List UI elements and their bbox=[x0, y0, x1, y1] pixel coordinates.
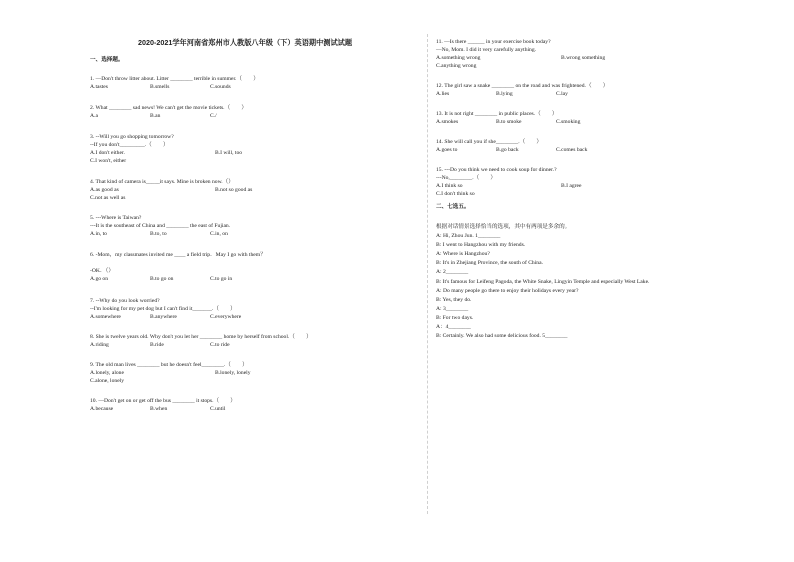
answer-option[interactable]: A.somewhere bbox=[90, 314, 121, 320]
right-column bbox=[436, 38, 766, 341]
option-row bbox=[436, 62, 766, 70]
option-row bbox=[436, 146, 766, 154]
dialogue-line: B: Certainly. We also had some delicious food. 5________ bbox=[436, 333, 568, 340]
question-text: 5. ---Where is Taiwan? bbox=[90, 215, 142, 221]
question-9 bbox=[90, 361, 420, 385]
answer-option[interactable]: A.I think so bbox=[436, 183, 463, 189]
option-row bbox=[90, 377, 420, 385]
answer-option[interactable]: B.I will, too bbox=[215, 150, 243, 156]
answer-option[interactable]: A.something wrong bbox=[436, 55, 481, 61]
question-text: --I'm looking for my pet dog but I can't find it_______.（ ） bbox=[90, 306, 236, 312]
answer-option[interactable]: A.in, to bbox=[90, 231, 107, 237]
option-row bbox=[90, 341, 420, 349]
answer-option[interactable]: A.smokes bbox=[436, 119, 459, 125]
answer-option[interactable]: B.lying bbox=[496, 91, 513, 97]
question-text: 13. It is not right ________ in public places.（ ） bbox=[436, 111, 558, 117]
question-text: 1. —Don't throw litter about. Litter ________ terrible in summer.（ ） bbox=[90, 76, 259, 82]
answer-option[interactable]: B.to smoke bbox=[496, 119, 522, 125]
option-row bbox=[90, 230, 420, 238]
question-text: ---No,________.（ ） bbox=[436, 175, 496, 181]
right-question-list bbox=[436, 38, 766, 198]
question-4 bbox=[436, 138, 766, 154]
answer-option[interactable]: A.because bbox=[90, 406, 114, 412]
answer-option[interactable]: A.riding bbox=[90, 342, 109, 348]
answer-option[interactable]: B.to, to bbox=[150, 231, 167, 237]
answer-option[interactable]: B.when bbox=[150, 406, 168, 412]
question-3 bbox=[90, 133, 420, 165]
answer-option[interactable]: C.smoking bbox=[556, 119, 581, 125]
answer-option[interactable]: C.comes back bbox=[556, 147, 588, 153]
option-row bbox=[90, 405, 420, 413]
question-text: 9. The old man lives ________ but he doesn't feel________.（ ） bbox=[90, 362, 248, 368]
answer-option[interactable]: B.ride bbox=[150, 342, 164, 348]
question-1 bbox=[90, 75, 420, 91]
page-fold-divider bbox=[427, 34, 428, 514]
dialogue-line: B: For two days. bbox=[436, 314, 474, 321]
dialogue-line: A：4________ bbox=[436, 324, 471, 331]
option-row bbox=[90, 149, 420, 157]
answer-option[interactable]: A.tastes bbox=[90, 84, 108, 90]
dialogue-line: A: Hi, Zhou Jun. 1________ bbox=[436, 233, 501, 240]
question-text bbox=[90, 259, 420, 267]
dialogue-line: A: 2________ bbox=[436, 269, 469, 276]
answer-option[interactable]: B.to go on bbox=[150, 276, 174, 282]
answer-option[interactable]: C.anything wrong bbox=[436, 63, 477, 69]
option-row bbox=[90, 186, 420, 194]
dialogue-line: B: It's famous for Leifeng Pagoda, the White Snake, Lingyin Temple and especially West Lake. bbox=[436, 278, 650, 285]
question-10 bbox=[90, 397, 420, 413]
dialogue-line: A: Where is Hangzhou? bbox=[436, 251, 490, 258]
option-row bbox=[90, 369, 420, 377]
section-heading-seven-five: 二、七选五。 bbox=[436, 204, 470, 210]
answer-option[interactable]: A.a bbox=[90, 113, 98, 119]
answer-option[interactable]: C.alone, lonely bbox=[90, 378, 125, 384]
question-text: ---It is the southeast of China and ________ the east of Fujian. bbox=[90, 223, 231, 229]
answer-option[interactable]: B.go back bbox=[496, 147, 519, 153]
question-text: --If you don't_________.（ ） bbox=[90, 142, 169, 148]
exam-title: 2020-2021学年河南省郑州市人教版八年级（下）英语期中测试试题 bbox=[137, 38, 353, 47]
answer-option[interactable]: C.to go in bbox=[210, 276, 233, 282]
answer-option[interactable]: C.until bbox=[210, 406, 226, 412]
dialogue-passage bbox=[436, 223, 766, 341]
question-8 bbox=[90, 333, 420, 349]
question-text: 7. --Why do you look worried? bbox=[90, 298, 160, 304]
dialogue-line: A: 3________ bbox=[436, 305, 469, 312]
answer-option[interactable]: B.not so good as bbox=[215, 187, 253, 193]
question-text: 3. --Will you go shopping tomorrow? bbox=[90, 134, 174, 140]
question-text: 10. —Don't get on or get off the bus ________ it stops.（ ） bbox=[90, 398, 236, 404]
option-row bbox=[90, 112, 420, 120]
dialogue-line: A: Do many people go there to enjoy their holidays every year? bbox=[436, 287, 579, 294]
dialogue-line: B: Yes, they do. bbox=[436, 296, 472, 303]
answer-option[interactable]: B.lonely, lonely bbox=[215, 370, 251, 376]
option-row bbox=[90, 157, 420, 165]
answer-option[interactable]: A.goes to bbox=[436, 147, 458, 153]
answer-option[interactable]: A.lies bbox=[436, 91, 450, 97]
option-row bbox=[436, 54, 766, 62]
dialogue-line: B: I went to Hangzhou with my friends. bbox=[436, 242, 526, 249]
answer-option[interactable]: B.anywhere bbox=[150, 314, 177, 320]
question-text: —No, Mom. I did it very carefully anything. bbox=[436, 47, 537, 53]
question-text: 11. —Is there ______ in your exercise book today? bbox=[436, 39, 551, 45]
option-row bbox=[436, 190, 766, 198]
question-5 bbox=[436, 166, 766, 198]
question-text: 6. -Mom，my classmates invited me ____ a field trip．May I go with them？ bbox=[90, 252, 266, 258]
question-3 bbox=[436, 110, 766, 126]
question-text: -OK．（） bbox=[90, 268, 114, 274]
option-row bbox=[90, 275, 420, 283]
answer-option[interactable]: C.I won't, either bbox=[90, 158, 127, 164]
answer-option[interactable]: C.lay bbox=[556, 91, 568, 97]
question-7 bbox=[90, 297, 420, 321]
question-text: 4. That kind of camera is_____it says. Mine is broken now.（） bbox=[90, 179, 234, 185]
answer-option[interactable]: C./ bbox=[210, 113, 217, 119]
answer-option[interactable]: C.sounds bbox=[210, 84, 231, 90]
question-6 bbox=[90, 251, 420, 283]
answer-option[interactable]: C.in, on bbox=[210, 231, 228, 237]
answer-option[interactable]: B.I agree bbox=[561, 183, 582, 189]
answer-option[interactable]: B.smells bbox=[150, 84, 170, 90]
question-text: 12. The girl saw a snake ________ on the road and was frightened.（ ） bbox=[436, 83, 609, 89]
option-row bbox=[436, 118, 766, 126]
option-row bbox=[90, 83, 420, 91]
answer-option[interactable]: C.not as well as bbox=[90, 195, 126, 201]
answer-option[interactable]: A.I don't either. bbox=[90, 150, 125, 156]
left-column bbox=[90, 38, 420, 413]
question-1 bbox=[436, 38, 766, 70]
question-2 bbox=[436, 82, 766, 98]
left-question-list bbox=[90, 75, 420, 413]
answer-option[interactable]: B.an bbox=[150, 113, 161, 119]
question-text: 15. ---Do you think we need to cook soup for dinner.? bbox=[436, 167, 557, 173]
section-heading-choice: 一、选择题。 bbox=[90, 57, 124, 63]
answer-option[interactable]: C.I don't think so bbox=[436, 191, 475, 197]
answer-option[interactable]: B.wrong something bbox=[561, 55, 606, 61]
question-5 bbox=[90, 214, 420, 238]
answer-option[interactable]: A.go on bbox=[90, 276, 109, 282]
question-2 bbox=[90, 104, 420, 120]
question-text: 14. She will call you if she________.（ ） bbox=[436, 139, 542, 145]
option-row bbox=[436, 90, 766, 98]
option-row bbox=[90, 313, 420, 321]
question-4 bbox=[90, 178, 420, 202]
answer-option[interactable]: C.everywhere bbox=[210, 314, 242, 320]
option-row bbox=[436, 182, 766, 190]
answer-option[interactable]: A.as good as bbox=[90, 187, 119, 193]
question-text: 2. What ________ sad news! We can't get the movie tickets.（ ） bbox=[90, 105, 247, 111]
answer-option[interactable]: C.to ride bbox=[210, 342, 230, 348]
dialogue-line: B: It's in Zhejiang Province, the south of China. bbox=[436, 260, 543, 267]
answer-option[interactable]: A.lonely, alone bbox=[90, 370, 124, 376]
question-text: 8. She is twelve years old. Why don't you let her ________ home by herself from school.（ ） bbox=[90, 334, 312, 340]
passage-instruction: 根据对话情景选择恰当的选项，其中有两项是多余的。 bbox=[436, 224, 571, 230]
option-row bbox=[90, 194, 420, 202]
